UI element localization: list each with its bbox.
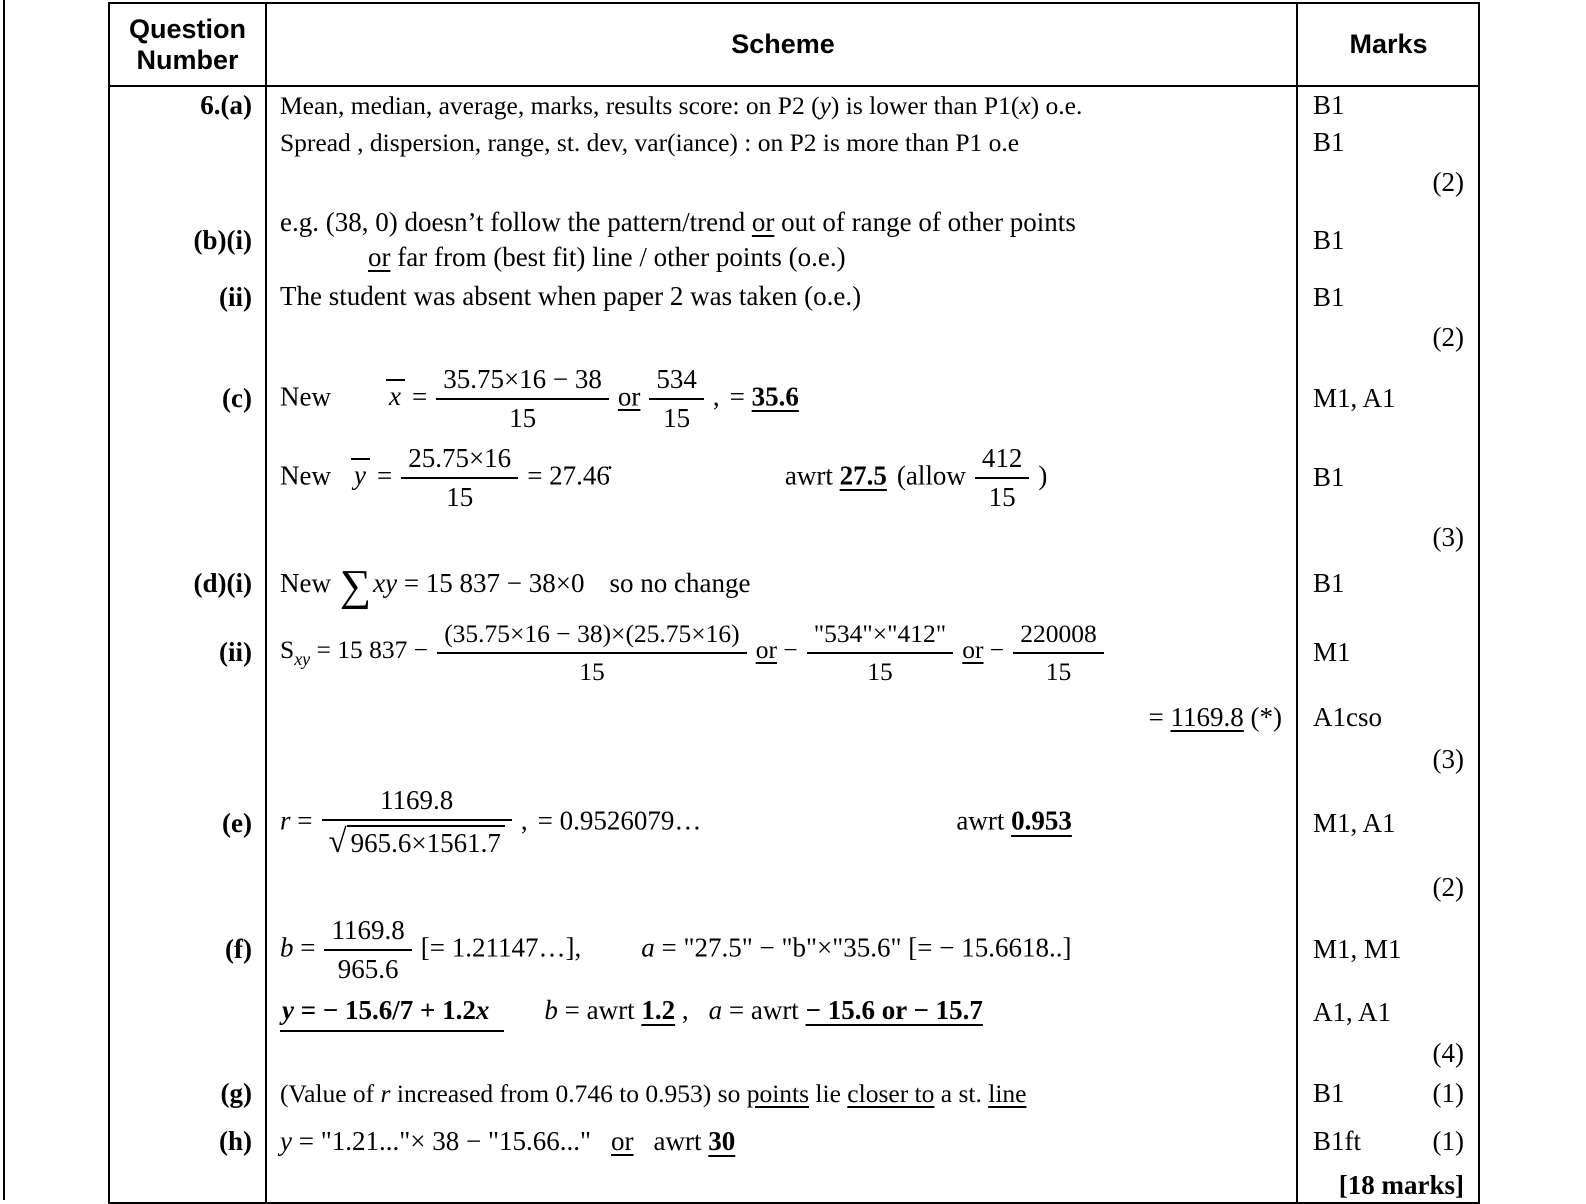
spacer: [331, 404, 386, 405]
answer-a: − 15.6 or − 15.7: [805, 994, 983, 1025]
var-y: y: [280, 1126, 292, 1157]
scheme-text: [280, 89, 1286, 122]
var-S: S: [280, 635, 295, 665]
equals-sign: =: [300, 931, 316, 962]
scheme-cell: [265, 609, 1298, 697]
mark: B1: [1313, 224, 1345, 255]
marks-cell: [1298, 277, 1478, 316]
awrt-label: awrt: [653, 1126, 702, 1157]
question-label-cell: [110, 277, 265, 316]
text-run: Mean, median, average, marks, results score: on P2 (: [280, 91, 820, 120]
question-label-cell: [110, 609, 265, 697]
numerator: "534"×"412": [807, 619, 954, 653]
var-b: b: [544, 994, 558, 1025]
underlined-or: or: [751, 207, 775, 238]
scheme-text: [280, 126, 1286, 159]
underlined-or: or: [962, 635, 984, 665]
question-number-f: (f): [225, 934, 252, 965]
fraction: [437, 619, 747, 686]
row-f-line1: [110, 909, 1478, 991]
row-6a-subtotal: [110, 161, 1478, 203]
row-6a-line2: [110, 124, 1478, 161]
marks-cell: [1298, 439, 1478, 517]
text-run: (Value of: [280, 1079, 381, 1109]
marks-cell: [1298, 359, 1478, 439]
expression: = "1.21..."× 38 − "15.66...": [298, 1126, 592, 1157]
fraction: [649, 364, 704, 434]
denominator: [322, 821, 512, 862]
underlined-or: or: [617, 380, 641, 411]
awrt-label: awrt: [956, 805, 1005, 836]
mark-subtotal: (3): [1432, 744, 1464, 775]
header-marks-cell: [1298, 4, 1478, 85]
row-f-subtotal: [110, 1034, 1478, 1074]
var-y: y: [819, 91, 831, 120]
denominator: 15: [663, 402, 691, 433]
x-bar-variable: x: [386, 379, 405, 410]
close-paren: ): [1038, 459, 1048, 490]
answer-prediction: 30: [708, 1126, 736, 1157]
result-value: 1169.8: [1170, 702, 1244, 733]
marks-cell: [1298, 1170, 1478, 1202]
radicand: 965.6×1561.7: [347, 825, 505, 859]
mark: B1: [1313, 462, 1345, 493]
question-label-cell: [110, 87, 265, 124]
underlined-or: or: [368, 242, 391, 273]
scheme-cell: [265, 1114, 1298, 1170]
spacer: [581, 955, 641, 956]
fraction: [322, 785, 512, 862]
numerator: 220008: [1013, 619, 1104, 653]
text-run: Spread , dispersion, range, st. dev, var(iance) : on P2 is more than P1 o.e: [280, 128, 1020, 158]
result-recurring: = 27.46̇: [527, 459, 610, 490]
header-scheme-label: Scheme: [731, 29, 835, 59]
numerator: 534: [649, 364, 704, 400]
expression: "27.5" − "b"×"35.6" [= − 15.6618..]: [683, 931, 1072, 962]
mark: B1: [1313, 1078, 1345, 1109]
scheme-cell: [265, 909, 1298, 991]
mark: B1: [1313, 127, 1345, 158]
row-h: [110, 1114, 1478, 1170]
var-r: r: [280, 805, 291, 836]
formula-line: [280, 1124, 1286, 1159]
mark-subtotal: (1): [1432, 1078, 1464, 1109]
fraction: [401, 443, 518, 513]
spacer: [610, 483, 785, 484]
question-number-bi: (b)(i): [193, 224, 252, 255]
marks-cell: [1298, 87, 1478, 124]
row-c-line2: [110, 439, 1478, 517]
fraction: [975, 443, 1030, 513]
mark-subtotal: (1): [1432, 1126, 1464, 1157]
mark: A1, A1: [1313, 996, 1392, 1027]
question-number-e: (e): [222, 808, 252, 839]
mark-subtotal: (3): [1432, 522, 1464, 553]
mark: A1cso: [1313, 702, 1382, 733]
underlined-term: points: [746, 1079, 810, 1109]
equals-sign: =: [376, 459, 393, 490]
row-b-subtotal: [110, 317, 1478, 359]
row-c-subtotal: [110, 517, 1478, 559]
comma: ,: [520, 805, 528, 836]
scheme-cell: [265, 739, 1298, 781]
text-run: ) is lower than P1(: [830, 91, 1020, 120]
answer-b: 1.2: [641, 994, 676, 1025]
mark: M1, A1: [1313, 383, 1396, 414]
scheme-cell: [265, 867, 1298, 909]
comma: ,: [712, 380, 720, 411]
text-run: out of range of other points: [774, 207, 1076, 238]
row-bii: [110, 277, 1478, 316]
numerator: (35.75×16 − 38)×(25.75×16): [437, 619, 747, 653]
equals-sign: =: [537, 805, 553, 836]
text-run: The student was absent when paper 2 was taken (o.e.): [280, 281, 862, 312]
fraction: [807, 619, 954, 686]
row-e: [110, 781, 1478, 867]
marks-cell: [1298, 909, 1478, 991]
scheme-cell: [265, 559, 1298, 609]
scheme-cell: [265, 203, 1298, 277]
marks-cell: [1298, 781, 1478, 867]
awrt-label: = awrt: [564, 994, 635, 1025]
spacer: [689, 1018, 709, 1019]
row-total: [110, 1170, 1478, 1202]
marks-cell: [1298, 517, 1478, 559]
formula-line: [280, 364, 1286, 434]
numerator: 25.75×16: [401, 443, 518, 479]
bracket-value: [= 1.21147…],: [420, 931, 582, 962]
comma: ,: [675, 994, 689, 1025]
answer-mean-y: 27.5: [839, 459, 887, 490]
awrt-label: = awrt: [728, 994, 799, 1025]
spacer: [585, 591, 610, 592]
mark: B1: [1313, 568, 1345, 599]
question-label-cell: [110, 203, 265, 277]
expression: = 15 837 − 38×0: [403, 567, 585, 598]
mark: M1, A1: [1313, 808, 1396, 839]
underlined-or: or: [755, 635, 777, 665]
mark-subtotal: (2): [1432, 322, 1464, 353]
question-label-cell: [110, 1114, 265, 1170]
question-number-di: (d)(i): [193, 568, 252, 599]
spacer: [331, 483, 351, 484]
header-marks-label: Marks: [1349, 29, 1428, 59]
question-number-h: (h): [219, 1126, 252, 1157]
scheme-cell: [265, 1170, 1298, 1202]
underlined-term: line: [988, 1079, 1027, 1109]
header-question-number-label: Question Number: [128, 13, 246, 75]
awrt-label: awrt: [784, 459, 833, 490]
text-run: ) o.e.: [1030, 91, 1083, 120]
row-f-line2: [110, 991, 1478, 1034]
question-label-cell: [110, 1074, 265, 1114]
text-run: lie: [809, 1079, 848, 1109]
row-dii-line1: [110, 609, 1478, 697]
question-label-cell: [110, 867, 265, 909]
scheme-cell: [265, 697, 1298, 739]
header-scheme-cell: [265, 4, 1298, 85]
numerator: 35.75×16 − 38: [436, 364, 609, 400]
denominator: 15: [867, 656, 893, 686]
total-marks: [18 marks]: [1338, 1170, 1464, 1201]
row-di: [110, 559, 1478, 609]
question-label-cell: [110, 317, 265, 359]
scheme-cell: [265, 161, 1298, 203]
text-run: so no change: [609, 567, 751, 598]
question-label-cell: [110, 697, 265, 739]
scheme-cell: [265, 439, 1298, 517]
result-value: 0.9526079…: [559, 805, 702, 836]
scheme-cell: [265, 359, 1298, 439]
question-label-cell: [110, 1034, 265, 1074]
scheme-text: [280, 279, 1286, 314]
denominator: 15: [446, 481, 474, 512]
answer-r: 0.953: [1011, 805, 1072, 836]
regression-equation: [280, 993, 504, 1032]
marks-cell: [1298, 991, 1478, 1034]
question-label-cell: [110, 124, 265, 161]
text-run: increased from 0.746 to 0.953) so: [390, 1079, 747, 1109]
question-label-cell: [110, 559, 265, 609]
formula-line: [280, 993, 1286, 1032]
var-y: y: [282, 994, 294, 1025]
answer-mean-x: 35.6: [751, 380, 799, 411]
question-label-cell: [110, 781, 265, 867]
underlined-or: or: [611, 1126, 634, 1157]
var-b: b: [280, 931, 294, 962]
equals-sign: =: [297, 805, 313, 836]
mark-subtotal: (2): [1432, 166, 1464, 197]
given-answer-star: (*): [1243, 702, 1282, 733]
marks-cell: [1298, 559, 1478, 609]
fraction: [1013, 619, 1104, 686]
formula-line: [280, 619, 1286, 686]
fraction: [436, 364, 609, 434]
text-run: New: [280, 380, 331, 411]
marks-cell: [1298, 203, 1478, 277]
scheme-text: [280, 1077, 1286, 1110]
row-g: [110, 1074, 1478, 1114]
page-left-rule: [3, 0, 5, 1200]
row-dii-result: [110, 697, 1478, 739]
scheme-cell: [265, 317, 1298, 359]
marks-cell: [1298, 609, 1478, 697]
scheme-cell: [265, 1074, 1298, 1114]
var-x: x: [1019, 91, 1031, 120]
var-a: a: [708, 994, 723, 1025]
scheme-cell: [265, 1034, 1298, 1074]
header-question-number-cell: [110, 4, 265, 85]
result-line: [280, 700, 1286, 735]
equals-sign: =: [661, 931, 677, 962]
spacer: [720, 404, 730, 405]
row-e-subtotal: [110, 867, 1478, 909]
question-label-cell: [110, 991, 265, 1034]
question-label-cell: [110, 439, 265, 517]
question-label-cell: [110, 359, 265, 439]
scheme-cell: [265, 87, 1298, 124]
scheme-cell: [265, 781, 1298, 867]
denominator: 15: [509, 402, 537, 433]
equals-sign: =: [411, 380, 428, 411]
mark-subtotal: (2): [1432, 872, 1464, 903]
var-x: x: [475, 994, 490, 1025]
formula-line: [280, 915, 1286, 985]
spacer: [591, 1149, 611, 1150]
spacer: [887, 483, 897, 484]
denominator: 15: [1045, 656, 1072, 686]
numerator: 1169.8: [322, 785, 512, 821]
mark: B1: [1313, 90, 1345, 121]
mark-subtotal: (4): [1432, 1038, 1464, 1069]
spacer: [701, 829, 956, 830]
marks-cell: [1298, 1074, 1478, 1114]
spacer: [504, 1018, 544, 1019]
spacer: [528, 829, 538, 830]
question-label-cell: [110, 739, 265, 781]
fraction: [324, 915, 411, 985]
sqrt-symbol: √: [328, 824, 347, 861]
question-number-c: (c): [222, 383, 252, 414]
marks-cell: [1298, 1114, 1478, 1170]
expression: = 15 837 −: [316, 635, 429, 665]
equals-sign: =: [1148, 702, 1164, 733]
formula-line: [280, 560, 1286, 609]
question-label-cell: [110, 517, 265, 559]
marks-cell: [1298, 867, 1478, 909]
row-dii-subtotal: [110, 739, 1478, 781]
mark: B1ft: [1313, 1126, 1362, 1157]
expression: = − 15.6/7 + 1.2: [293, 994, 476, 1025]
row-c-line1: [110, 359, 1478, 439]
var-r: r: [380, 1079, 391, 1109]
text-run: New: [280, 459, 331, 490]
formula-line: [280, 785, 1286, 862]
mark-scheme-table: [108, 2, 1480, 1204]
denominator: 965.6: [337, 953, 399, 984]
marks-cell: [1298, 697, 1478, 739]
scheme-text: [280, 240, 1286, 275]
var-xy: xy: [373, 567, 398, 598]
underlined-term: closer to: [847, 1079, 935, 1109]
text-run: e.g. (38, 0) doesn’t follow the pattern/trend: [280, 207, 752, 238]
scheme-cell: [265, 124, 1298, 161]
marks-cell: [1298, 124, 1478, 161]
marks-cell: [1298, 1034, 1478, 1074]
scheme-cell: [265, 991, 1298, 1034]
mark: M1: [1313, 637, 1351, 668]
text-run: far from (best fit) line / other points (o.e.): [390, 242, 846, 273]
sigma-symbol: ∑: [339, 560, 372, 609]
y-bar-variable: y: [351, 458, 370, 489]
row-bi: [110, 203, 1478, 277]
minus-sign: −: [783, 635, 798, 665]
numerator: 412: [975, 443, 1030, 479]
marks-cell: [1298, 739, 1478, 781]
text-run: a st.: [934, 1079, 989, 1109]
numerator: 1169.8: [324, 915, 411, 951]
question-number-bii: (ii): [219, 281, 252, 312]
denominator: 15: [579, 656, 605, 686]
table-header-row: [110, 4, 1478, 87]
scheme-cell: [265, 517, 1298, 559]
mark: B1: [1313, 281, 1345, 312]
allow-label: (allow: [896, 459, 966, 490]
mark: M1, M1: [1313, 934, 1402, 965]
question-label-cell: [110, 1170, 265, 1202]
minus-sign: −: [989, 635, 1005, 665]
scheme-text: [280, 205, 1286, 240]
spacer: [634, 1149, 654, 1150]
denominator: 15: [988, 481, 1016, 512]
question-number-6a: 6.(a): [200, 90, 252, 121]
var-a: a: [641, 931, 655, 962]
question-number-dii: (ii): [219, 637, 252, 668]
formula-line: [280, 443, 1286, 513]
scheme-cell: [265, 277, 1298, 316]
row-6a-line1: [110, 87, 1478, 124]
equals-sign: =: [729, 380, 745, 411]
marks-cell: [1298, 161, 1478, 203]
subscript-xy: xy: [294, 649, 311, 670]
question-label-cell: [110, 161, 265, 203]
text-run: New: [280, 567, 331, 598]
question-label-cell: [110, 909, 265, 991]
marks-cell: [1298, 317, 1478, 359]
question-number-g: (g): [220, 1078, 252, 1109]
